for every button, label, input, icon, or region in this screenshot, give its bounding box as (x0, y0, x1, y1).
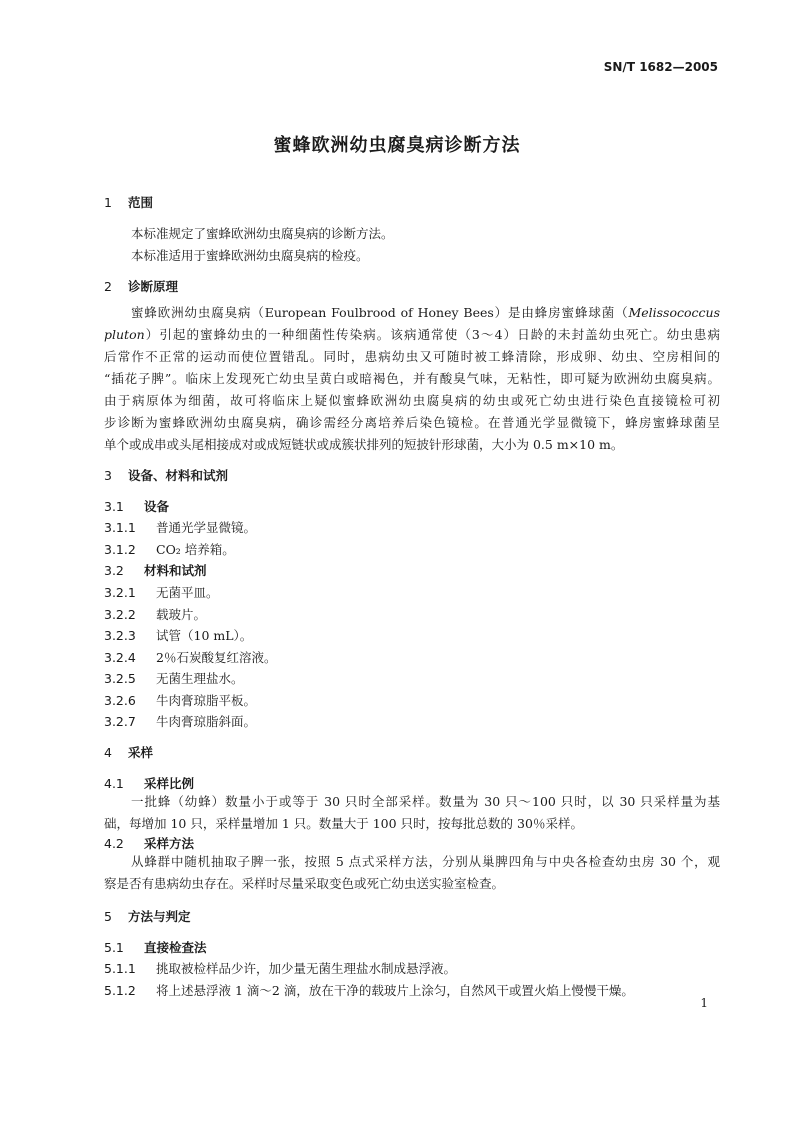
scope-paragraph-2: 本标准适用于蜜蜂欧洲幼虫腐臭病的检疫。 (131, 248, 369, 263)
item-3-2-7 (104, 712, 256, 730)
principle-line-1 (104, 302, 720, 324)
sampling-ratio-line-2: 础，每增加 10 只，采样量增加 1 只。数量大于 100 只时，按每批总数的 30％采样。 (104, 816, 583, 831)
section-4-heading (104, 743, 153, 761)
item-number: 3.1.1 (104, 520, 136, 535)
subsection-title: 采样方法 (144, 836, 195, 851)
item-text: 牛肉膏琼脂平板。 (156, 693, 257, 708)
item-3-2-5 (104, 669, 244, 687)
item-3-1-1 (104, 518, 256, 536)
section-title: 采样 (128, 745, 154, 760)
subsection-number: 3.2 (104, 563, 124, 578)
item-text: 载玻片。 (156, 607, 207, 622)
section-5-heading (104, 907, 191, 925)
item-number: 3.2.3 (104, 628, 136, 643)
subsection-number: 3.1 (104, 499, 124, 514)
item-3-2-4 (104, 648, 276, 666)
subsection-number: 4.1 (104, 776, 124, 791)
section-title: 诊断原理 (128, 279, 179, 294)
item-3-2-2 (104, 605, 206, 623)
sampling-ratio-paragraph (104, 791, 720, 835)
section-2-heading (104, 277, 178, 295)
sampling-method-line-2: 察是否有患病幼虫存在。采样时尽量采取变色或死亡幼虫送实验室检查。 (104, 876, 505, 891)
item-3-1-2 (104, 540, 235, 558)
species-name-part-1: Melissococcus (628, 305, 720, 320)
section-number: 5 (104, 909, 112, 924)
section-number: 2 (104, 279, 112, 294)
item-number: 3.1.2 (104, 542, 136, 557)
section-title: 方法与判定 (128, 909, 191, 924)
item-text: 无菌生理盐水。 (156, 671, 244, 686)
item-number: 5.1.1 (104, 961, 136, 976)
section-3-heading (104, 466, 228, 484)
principle-paragraph (104, 302, 720, 456)
section-title: 范围 (128, 195, 154, 210)
sampling-ratio-line-1: 一批蜂（幼蜂）数量小于或等于 30 只时全部采样。数量为 30 只～100 只时，以 30 只采样量为基 (131, 794, 720, 809)
subsection-3-2-heading (104, 561, 207, 579)
section-title: 设备、材料和试剂 (128, 468, 229, 483)
item-text: 牛肉膏琼脂斜面。 (156, 714, 257, 729)
item-3-2-1 (104, 583, 219, 601)
item-text: 试管（10 mL）。 (156, 628, 253, 643)
principle-line-7: 单个或成串或头尾相接成对或成短链状或成簇状排列的短披针形球菌，大小为 0.5 m×10 m。 (104, 437, 624, 452)
item-text: 2％石炭酸复红溶液。 (156, 650, 277, 665)
subsection-number: 4.2 (104, 836, 124, 851)
subsection-3-1-heading (104, 497, 169, 515)
subsection-title: 采样比例 (144, 776, 195, 791)
section-1-heading (104, 193, 153, 211)
item-text: 将上述悬浮液 1 滴～2 滴，放在干净的载玻片上涂匀，自然风干或置火焰上慢慢干燥。 (156, 983, 634, 998)
sampling-method-paragraph (104, 851, 720, 895)
section-number: 1 (104, 195, 112, 210)
subsection-4-2-heading (104, 834, 194, 852)
item-number: 3.2.2 (104, 607, 136, 622)
principle-line-4: “插花子脾”。临床上发现死亡幼虫呈黄白或暗褐色，并有酸臭气味，无粘性，即可疑为欧洲幼虫腐臭病。 (104, 371, 720, 386)
section-number: 3 (104, 468, 112, 483)
item-text: 无菌平皿。 (156, 585, 219, 600)
standard-code: SN/T 1682—2005 (603, 60, 718, 74)
section-number: 4 (104, 745, 112, 760)
item-text: 普通光学显微镜。 (156, 520, 257, 535)
principle-line-2 (104, 324, 720, 346)
document-title: 蜜蜂欧洲幼虫腐臭病诊断方法 (273, 135, 521, 156)
scope-paragraph-1: 本标准规定了蜜蜂欧洲幼虫腐臭病的诊断方法。 (131, 226, 394, 241)
item-number: 3.2.7 (104, 714, 136, 729)
item-number: 3.2.4 (104, 650, 136, 665)
principle-line-6: 步诊断为蜜蜂欧洲幼虫腐臭病，确诊需经分离培养后染色镜检。在普通光学显微镜下，蜂房蜜蜂球菌呈 (104, 415, 720, 430)
principle-line-3: 后常作不正常的运动而使位置错乱。同时，患病幼虫又可随时被工蜂清除，形成卵、幼虫、空房相间的 (104, 349, 720, 364)
subsection-title: 直接检查法 (144, 940, 207, 955)
item-5-1-2 (104, 981, 634, 999)
item-text: CO₂ 培养箱。 (156, 542, 235, 557)
item-number: 5.1.2 (104, 983, 136, 998)
subsection-4-1-heading (104, 774, 194, 792)
subsection-5-1-heading (104, 938, 207, 956)
subsection-title: 材料和试剂 (144, 563, 207, 578)
item-number: 3.2.5 (104, 671, 136, 686)
item-text: 挑取被检样品少许，加少量无菌生理盐水制成悬浮液。 (156, 961, 457, 976)
item-number: 3.2.1 (104, 585, 136, 600)
principle-line-1-text: 蜜蜂欧洲幼虫腐臭病（European Foulbrood of Honey Bees）是由蜂房蜜蜂球菌（ (131, 305, 629, 320)
page-number: 1 (700, 996, 708, 1010)
principle-line-5: 由于病原体为细菌，故可将临床上疑似蜜蜂欧洲幼虫腐臭病的幼虫或死亡幼虫进行染色直接镜检可初 (104, 393, 720, 408)
item-number: 3.2.6 (104, 693, 136, 708)
item-5-1-1 (104, 959, 456, 977)
principle-line-2-text: ）引起的蜜蜂幼虫的一种细菌性传染病。该病通常使（3～4）日龄的未封盖幼虫死亡。幼虫患病 (144, 327, 720, 342)
item-3-2-3 (104, 626, 252, 644)
subsection-number: 5.1 (104, 940, 124, 955)
item-3-2-6 (104, 691, 256, 709)
subsection-title: 设备 (144, 499, 170, 514)
sampling-method-line-1: 从蜂群中随机抽取子脾一张，按照 5 点式采样方法，分别从巢脾四角与中央各检查幼虫房 30 个，观 (131, 854, 720, 869)
species-name-part-2: pluton (104, 327, 145, 342)
